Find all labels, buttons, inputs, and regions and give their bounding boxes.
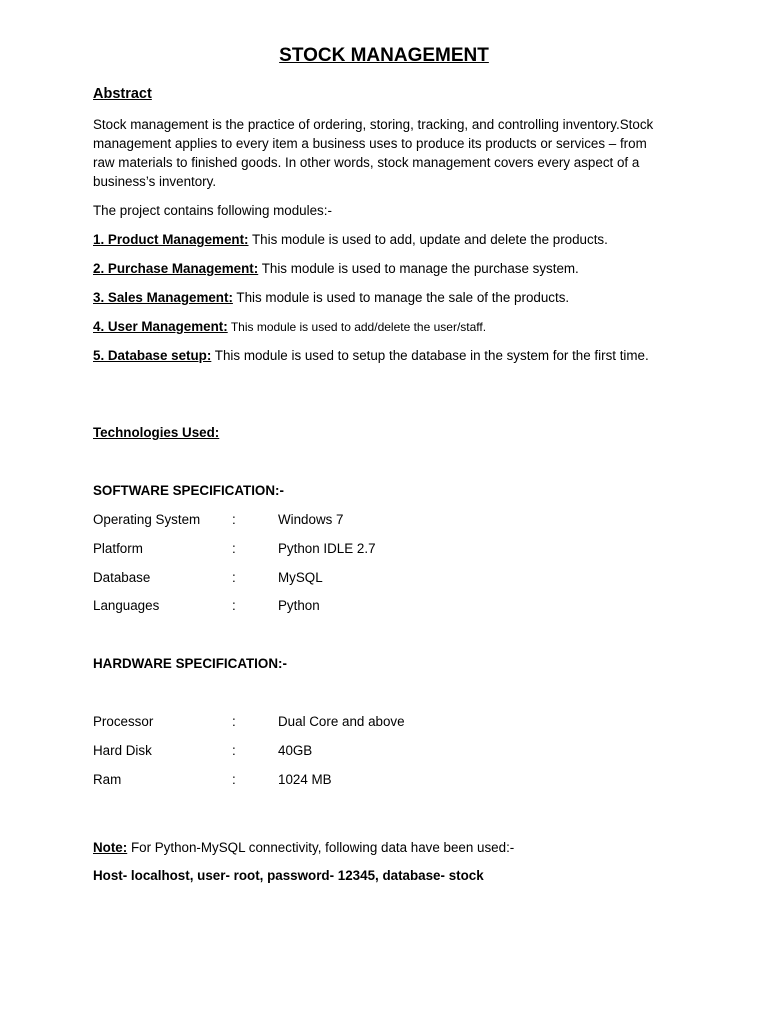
technologies-heading: Technologies Used: — [93, 425, 220, 440]
spec-value: Python IDLE 2.7 — [278, 541, 376, 556]
hardware-spec-heading: HARDWARE SPECIFICATION:- — [93, 656, 287, 671]
module-description: This module is used to add, update and delete the products. — [248, 232, 608, 247]
spec-value: MySQL — [278, 570, 323, 585]
spec-row — [93, 539, 693, 558]
module-label: 5. Database setup: — [93, 348, 212, 363]
spec-row — [93, 510, 693, 529]
spec-row — [93, 568, 693, 587]
module-label: 4. User Management: — [93, 319, 228, 334]
module-item — [93, 346, 668, 365]
module-label: 1. Product Management: — [93, 232, 249, 247]
note-label: Note: — [93, 840, 128, 855]
spec-value: Dual Core and above — [278, 714, 405, 729]
spec-row — [93, 596, 693, 615]
spec-key: Platform — [93, 541, 143, 556]
note-text: For Python-MySQL connectivity, following data have been used:- — [127, 840, 515, 855]
spec-key: Processor — [93, 714, 154, 729]
spec-value: Python — [278, 598, 320, 613]
module-description: This module is used to add/delete the user/staff. — [227, 320, 487, 334]
spec-separator: : — [232, 598, 236, 613]
module-item — [93, 288, 569, 307]
spec-value: Windows 7 — [278, 512, 344, 527]
spec-row — [93, 770, 693, 789]
module-item — [93, 259, 579, 278]
connection-details: Host- localhost, user- root, password- 12345, database- stock — [93, 868, 484, 883]
spec-row — [93, 741, 693, 760]
spec-key: Database — [93, 570, 151, 585]
module-label: 2. Purchase Management: — [93, 261, 259, 276]
spec-row — [93, 712, 693, 731]
spec-value: 1024 MB — [278, 772, 332, 787]
spec-key: Operating System — [93, 512, 201, 527]
note-line — [93, 838, 514, 857]
software-spec-heading: SOFTWARE SPECIFICATION:- — [93, 483, 284, 498]
document-title: STOCK MANAGEMENT — [279, 45, 489, 66]
spec-separator: : — [232, 772, 236, 787]
modules-intro: The project contains following modules:- — [93, 203, 332, 218]
spec-separator: : — [232, 714, 236, 729]
spec-separator: : — [232, 570, 236, 585]
spec-separator: : — [232, 541, 236, 556]
spec-key: Languages — [93, 598, 160, 613]
module-description: This module is used to manage the purchase system. — [258, 261, 579, 276]
spec-key: Hard Disk — [93, 743, 152, 758]
module-description: This module is used to manage the sale of the products. — [232, 290, 570, 305]
module-item — [93, 317, 486, 337]
module-item — [93, 230, 608, 249]
module-label: 3. Sales Management: — [93, 290, 233, 305]
abstract-heading: Abstract — [93, 86, 152, 102]
abstract-paragraph: Stock management is the practice of ordering, storing, tracking, and controlling inventory.Stock management applies to every item a business uses to produce its products or services – from raw materials to finished goods. In other words, stock management covers every aspect of a business’s inventory. — [93, 117, 654, 189]
spec-separator: : — [232, 512, 236, 527]
spec-value: 40GB — [278, 743, 313, 758]
spec-key: Ram — [93, 772, 122, 787]
spec-separator: : — [232, 743, 236, 758]
module-description: This module is used to setup the database in the system for the first time. — [211, 348, 649, 363]
